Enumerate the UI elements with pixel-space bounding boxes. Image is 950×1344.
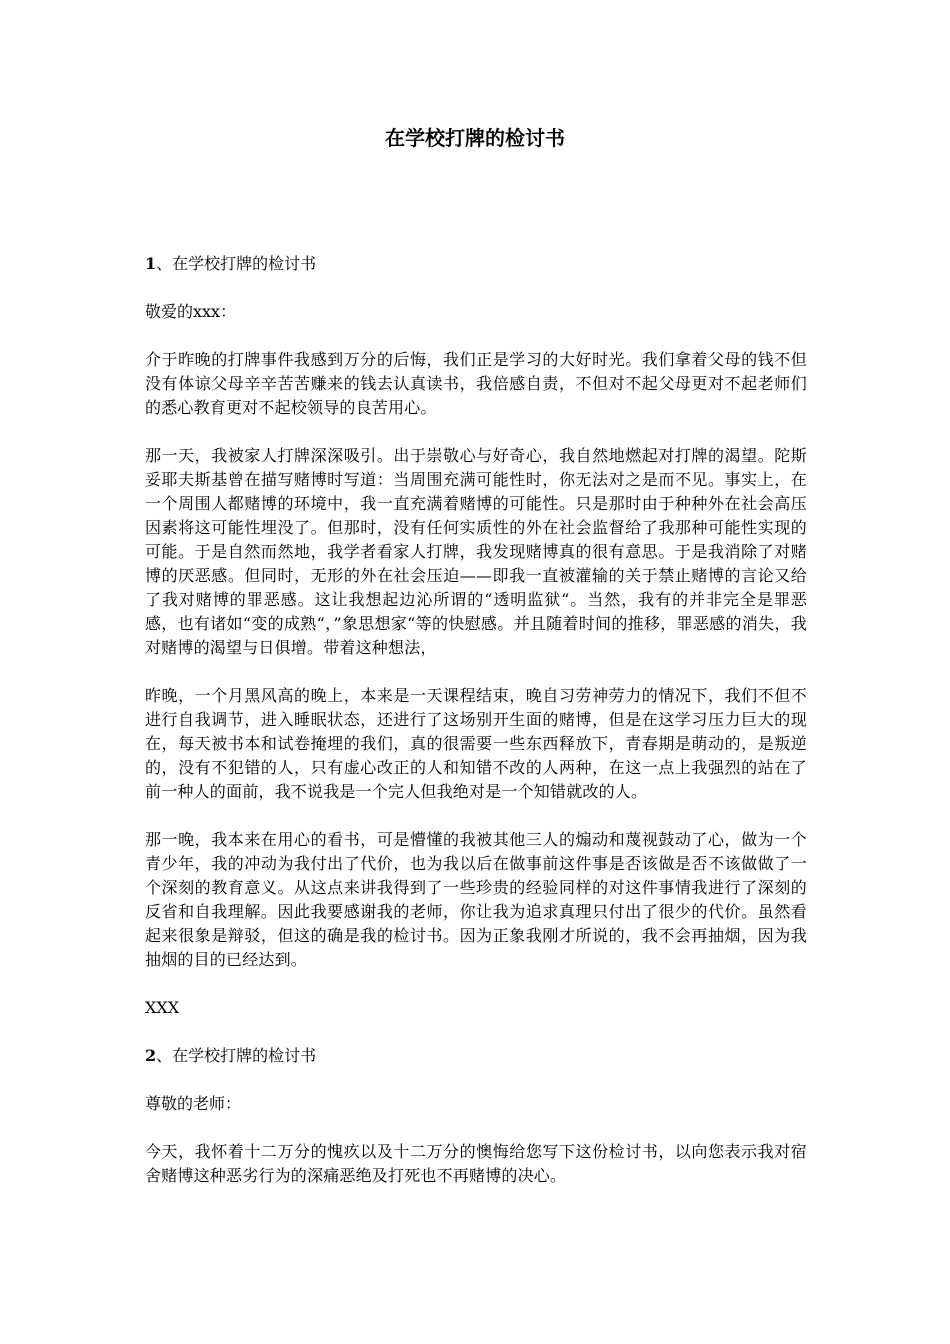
section-2-heading-text: 、在学校打牌的检讨书 bbox=[156, 1046, 317, 1065]
section-1-paragraph-2: 那一天，我被家人打牌深深吸引。出于崇敬心与好奇心，我自然地燃起对打牌的渴望。陀斯妥耶夫斯基曾在描写赌博时写道：当周围充满可能性时，你无法对之是而不见。事实上，在一个周围人都赌博的环境中，我一直充满着赌博的可能性。只是那时由于种种外在社会高压因素将这可能性埋没了。但那时，没有任何实质性的外在社会监督给了我那种可能性实现的可能。于是自然而然地，我学者看家人打牌，我发现赌博真的很有意思。于是我消除了对赌博的厌恶感。但同时，无形的外在社会压迫——即我一直被灌输的关于禁止赌博的言论又给了我对赌博的罪恶感。这让我想起边沁所谓的“透明监狱“。当然，我有的并非完全是罪恶感，也有诸如“变的成熟“，”象思想家“等的快慰感。并且随着时间的推移，罪恶感的消失，我对赌博的渴望与日俱增。带着这种想法， bbox=[145, 446, 807, 657]
section-2-salutation: 尊敬的老师： bbox=[145, 1094, 242, 1113]
section-1-signature: XXX bbox=[145, 998, 180, 1017]
document-body bbox=[145, 252, 807, 1212]
section-2-heading bbox=[145, 1044, 807, 1068]
section-1-salutation: 敬爱的xxx： bbox=[145, 302, 237, 321]
section-1-paragraph-4: 那一晚，我本来在用心的看书，可是懵懂的我被其他三人的煽动和蔑视鼓动了心，做为一个青少年，我的冲动为我付出了代价，也为我以后在做事前这件事是否该做是否不该做做了一个深刻的教育意义。从这点来讲我得到了一些珍贵的经验同样的对这件事情我进行了深刻的反省和自我理解。因此我要感谢我的老师，你让我为追求真理只付出了很少的代价。虽然看起来很象是辩驳，但这的确是我的检讨书。因为正象我刚才所说的，我不会再抽烟，因为我抽烟的目的已经达到。 bbox=[145, 830, 807, 969]
section-1-paragraph-3: 昨晚，一个月黑风高的晚上，本来是一天课程结束，晚自习劳神劳力的情况下，我们不但不进行自我调节，进入睡眠状态，还进行了这场别开生面的赌博，但是在这学习压力巨大的现在，每天被书本和试卷掩埋的我们，真的很需要一些东西释放下，青春期是萌动的，是叛逆的，没有不犯错的人，只有虚心改正的人和知错不改的人两种，在这一点上我强烈的站在了前一种人的面前，我不说我是一个完人但我绝对是一个知错就改的人。 bbox=[145, 686, 807, 801]
section-1-heading-text: 、在学校打牌的检讨书 bbox=[156, 254, 317, 273]
section-1-paragraph-1: 介于昨晚的打牌事件我感到万分的后悔，我们正是学习的大好时光。我们拿着父母的钱不但没有体谅父母辛辛苦苦赚来的钱去认真读书，我倍感自责，不但对不起父母更对不起老师们的悉心教育更对不起校领导的良苦用心。 bbox=[145, 350, 807, 417]
section-1-heading bbox=[145, 252, 807, 276]
section-2-number: 2 bbox=[145, 1046, 157, 1065]
section-1-number: 1 bbox=[145, 254, 157, 273]
document-title: 在学校打牌的检讨书 bbox=[385, 126, 565, 150]
section-2-paragraph-1: 今天，我怀着十二万分的愧疚以及十二万分的懊悔给您写下这份检讨书，以向您表示我对宿舍赌博这种恶劣行为的深痛恶绝及打死也不再赌博的决心。 bbox=[145, 1142, 807, 1185]
